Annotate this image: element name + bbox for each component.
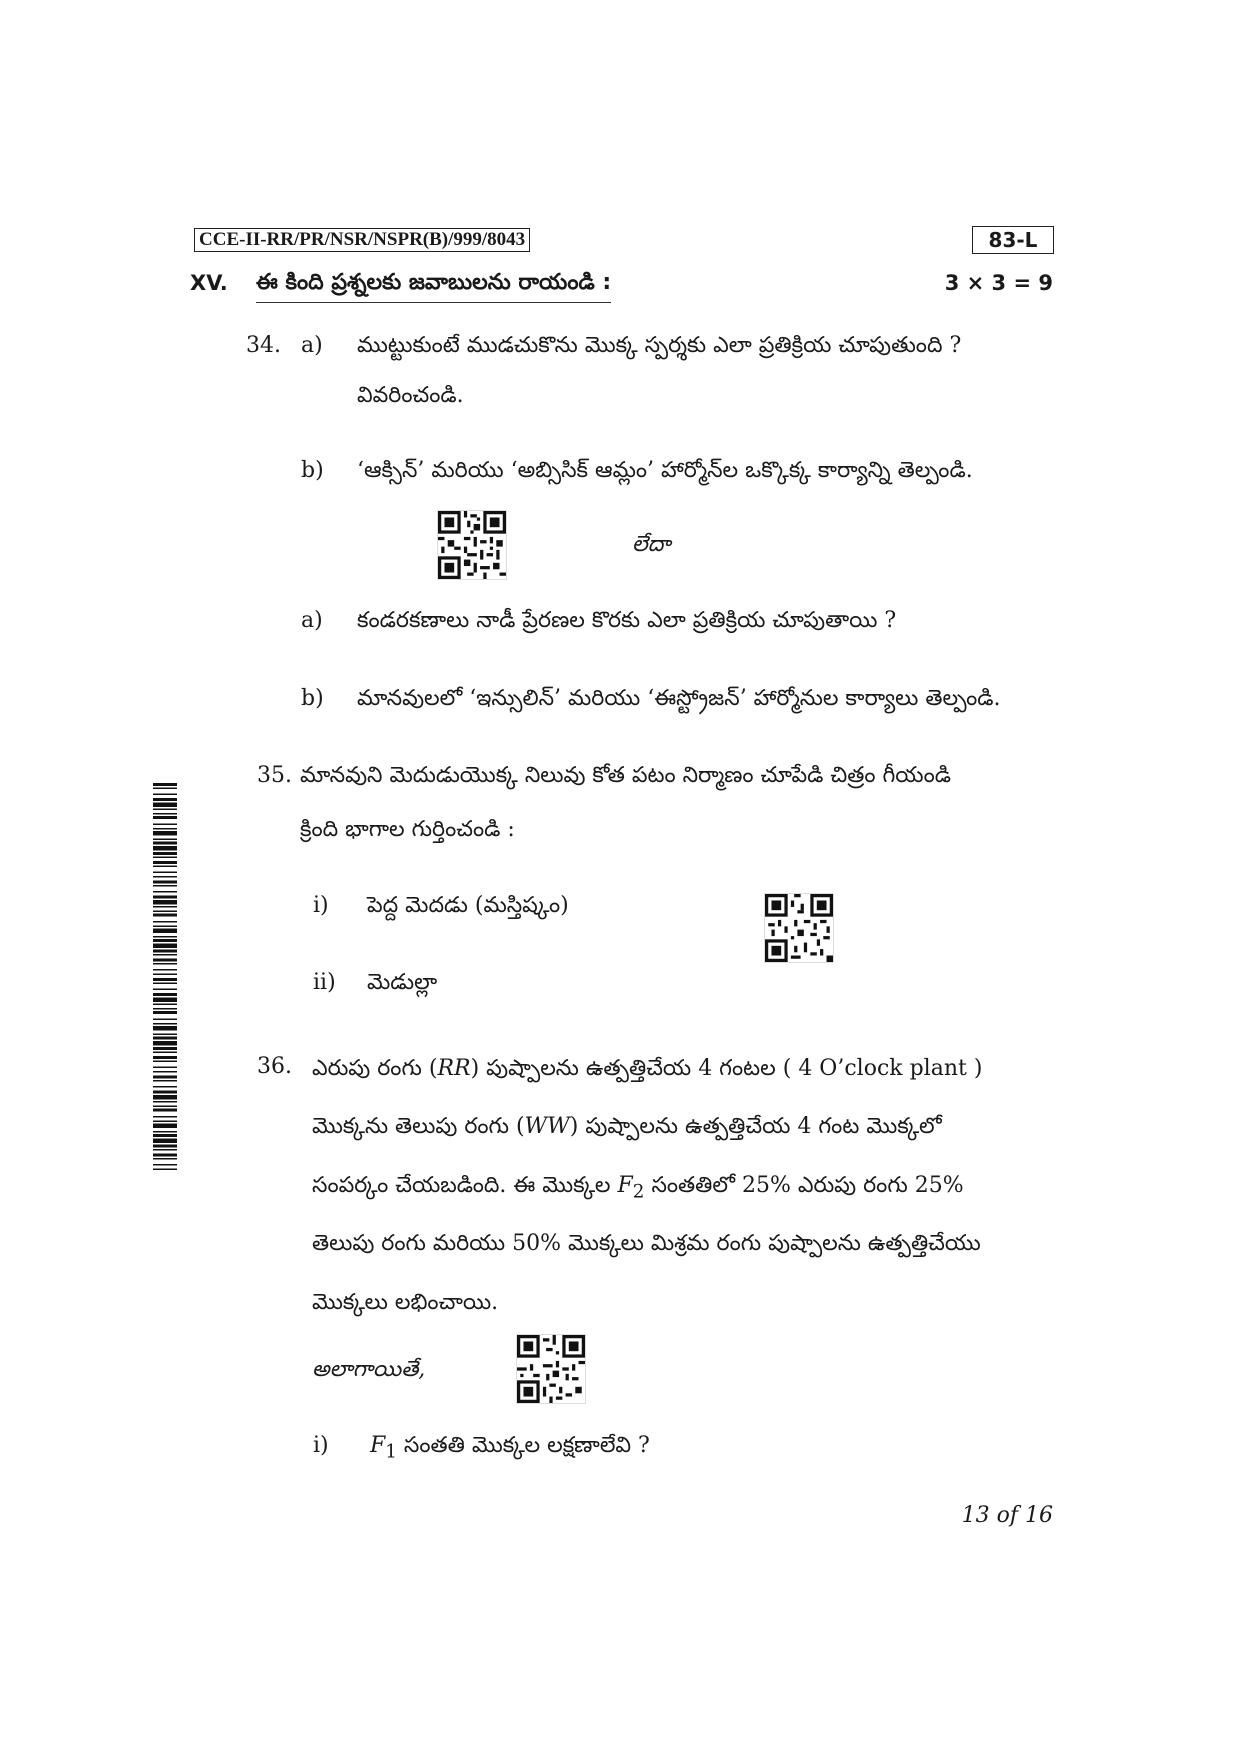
question-36-line2: మొక్కను తెలుపు రంగు (WW) పుష్పాలను ఉత్పత్తిచేయ 4 గంట మొక్కలో: [312, 1114, 942, 1139]
question-35-number: 35.: [257, 763, 292, 788]
question-36-line4: తెలుపు రంగు మరియు 50% మొక్కలు మిశ్రమ రంగు పుష్పాలను ఉత్పత్తిచేయు: [312, 1231, 981, 1256]
question-34-part-b-label: b): [301, 458, 324, 483]
question-35-item1-label: i): [313, 893, 329, 918]
qr-code-icon: [516, 1334, 586, 1404]
question-34-part-a-line1: ముట్టుకుంటే ముడచుకొను మొక్క స్పర్శకు ఎలా ప్రతిక్రియ చూపుతుంది ?: [357, 333, 962, 358]
question-35-line1: మానవుని మెదుడుయొక్క నిలువు కోత పటం నిర్మాణం చూపేడి చిత్రం గీయండి: [300, 763, 952, 788]
question-36-line5: మొక్కలు లభించాయి.: [312, 1290, 499, 1315]
question-35-item2-label: ii): [313, 970, 336, 995]
question-34-number: 34.: [246, 333, 281, 358]
question-36-line1: ఎరుపు రంగు (RR) పుష్పాలను ఉత్పత్తిచేయ 4 గంటల ( 4 O’clock plant ): [312, 1056, 983, 1081]
paper-code: CCE-II-RR/PR/NSR/NSPR(B)/999/8043: [194, 228, 530, 252]
question-34-alt-a-text: కండరకణాలు నాడీ ప్రేరణల కొరకు ఎలా ప్రతిక్రియ చూపుతాయి ?: [357, 608, 897, 633]
question-36-item1-text: $F_1$ సంతతి మొక్కల లక్షణాలేవి ?: [370, 1433, 650, 1463]
or-separator: లేదా: [632, 532, 671, 557]
section-title: ఈ కింది ప్రశ్నలకు జవాబులను రాయండి :: [256, 266, 611, 303]
question-35-line2: క్రింది భాగాల గుర్తించండి :: [300, 817, 515, 842]
question-36-item1-label: i): [313, 1433, 329, 1458]
question-34-alt-b-text: మానవులలో ‘ఇన్సులిన్’ మరియు ‘ఈస్ట్రోజన్’ హార్మోనుల కార్యాలు తెల్పండి.: [357, 686, 1001, 711]
question-35-item1-text: పెద్ద మెదడు (మస్తిష్కం): [367, 893, 569, 918]
qr-code-icon: [437, 510, 507, 580]
question-34-part-b-text: ‘ఆక్సిన్’ మరియు ‘అబ్సిసిక్ ఆమ్లం’ హార్మోన్‌ల ఒక్కొక్క కార్యాన్ని తెల్పండి.: [357, 458, 973, 483]
section-number: XV.: [190, 271, 228, 295]
question-36-then-text: అలాగాయితే,: [312, 1357, 426, 1382]
question-36-number: 36.: [257, 1054, 292, 1079]
question-36-line3: సంపర్కం చేయబడింది. ఈ మొక్కల $F_2$ సంతతిలో 25% ఎరుపు రంగు 25%: [312, 1173, 964, 1203]
paper-number: 83-L: [972, 226, 1054, 254]
qr-code-icon: [764, 893, 834, 963]
barcode-icon: [153, 783, 177, 1173]
question-34-alt-b-label: b): [301, 686, 324, 711]
section-marks: 3 × 3 = 9: [944, 271, 1053, 295]
page-number: 13 of 16: [961, 1503, 1053, 1528]
question-34-alt-a-label: a): [301, 608, 323, 633]
question-34-part-a-label: a): [301, 333, 323, 358]
question-35-item2-text: మెడుల్లా: [367, 970, 438, 995]
question-34-part-a-line2: వివరించండి.: [357, 383, 464, 408]
